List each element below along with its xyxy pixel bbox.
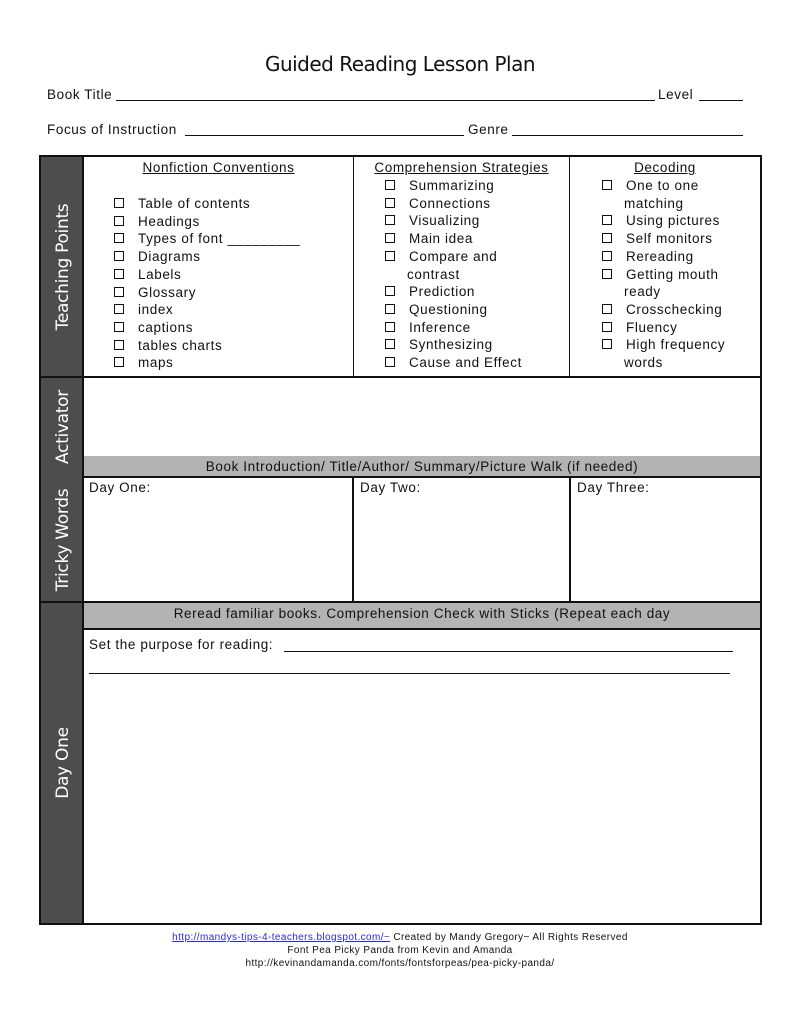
checklist-item[interactable]: index bbox=[114, 301, 173, 319]
checklist-item[interactable]: Cause and Effect bbox=[385, 354, 522, 372]
teaching-points-label: Teaching Points bbox=[52, 203, 73, 331]
purpose-line-2[interactable] bbox=[89, 673, 730, 674]
level-line[interactable] bbox=[699, 100, 743, 101]
genre-label: Genre bbox=[468, 122, 509, 137]
checklist-item[interactable]: Visualizing bbox=[385, 212, 480, 230]
checklist-item[interactable]: Questioning bbox=[385, 301, 488, 319]
tricky-words-sidebar bbox=[41, 477, 84, 602]
checklist-item[interactable]: Labels bbox=[114, 266, 181, 284]
day-one-sidebar bbox=[41, 602, 84, 923]
day-three-field[interactable]: Day Three: bbox=[577, 480, 650, 495]
checkbox-icon[interactable] bbox=[385, 180, 395, 190]
checklist-item[interactable]: Crosschecking bbox=[602, 301, 722, 319]
checklist-item-continuation: words bbox=[624, 355, 664, 370]
checklist-item-continuation: contrast bbox=[407, 266, 460, 282]
column-divider bbox=[569, 157, 570, 377]
decoding-header: Decoding bbox=[634, 160, 696, 175]
checklist-item[interactable]: Headings bbox=[114, 213, 200, 231]
divider bbox=[84, 476, 760, 478]
checkbox-icon[interactable] bbox=[385, 304, 395, 314]
checklist-item[interactable]: Diagrams bbox=[114, 248, 201, 266]
checkbox-icon[interactable] bbox=[602, 233, 612, 243]
checkbox-icon[interactable] bbox=[602, 180, 612, 190]
checklist-item[interactable]: Connections bbox=[385, 195, 491, 213]
checkbox-icon[interactable] bbox=[385, 339, 395, 349]
checklist-item[interactable]: maps bbox=[114, 354, 173, 372]
level-label: Level bbox=[658, 87, 694, 102]
blog-link[interactable]: http://mandys-tips-4-teachers.blogspot.com/~ bbox=[172, 932, 391, 943]
column-divider bbox=[569, 477, 571, 602]
checklist-item[interactable]: Main idea bbox=[385, 230, 473, 248]
footer-credit bbox=[0, 932, 800, 943]
checklist-item[interactable]: tables charts bbox=[114, 337, 222, 355]
credit-text: Created by Mandy Gregory~ All Rights Reserved bbox=[390, 932, 628, 943]
page-title: Guided Reading Lesson Plan bbox=[264, 52, 536, 76]
nonfiction-header: Nonfiction Conventions bbox=[142, 160, 295, 175]
footer-font-line: Font Pea Picky Panda from Kevin and Amanda bbox=[287, 945, 513, 956]
checkbox-icon[interactable] bbox=[114, 340, 124, 350]
checklist-item[interactable]: Using pictures bbox=[602, 212, 720, 230]
day-two-field[interactable]: Day Two: bbox=[360, 480, 421, 495]
checklist-item[interactable]: Getting mouth bbox=[602, 266, 719, 284]
column-divider bbox=[352, 477, 354, 602]
book-title-line[interactable] bbox=[116, 100, 655, 101]
reread-bar: Reread familiar books. Comprehension Check with Sticks (Repeat each day bbox=[84, 603, 760, 628]
checklist-item[interactable]: Summarizing bbox=[385, 177, 494, 195]
tricky-words-label: Tricky Words bbox=[52, 488, 73, 591]
activator-area[interactable] bbox=[84, 378, 760, 455]
checkbox-icon[interactable] bbox=[114, 287, 124, 297]
checklist-item[interactable]: captions bbox=[114, 319, 193, 337]
checklist-item-continuation: ready bbox=[624, 284, 661, 300]
activator-sidebar bbox=[41, 377, 84, 477]
checklist-item-continuation: matching bbox=[624, 195, 684, 211]
checkbox-icon[interactable] bbox=[385, 251, 395, 261]
genre-line[interactable] bbox=[512, 135, 743, 136]
checkbox-icon[interactable] bbox=[602, 269, 612, 279]
checkbox-icon[interactable] bbox=[114, 304, 124, 314]
checklist-item[interactable]: Types of font _________ bbox=[114, 230, 300, 248]
column-divider bbox=[353, 157, 354, 377]
teaching-points-sidebar bbox=[41, 157, 84, 377]
focus-line[interactable] bbox=[185, 135, 464, 136]
checklist-item[interactable]: Table of contents bbox=[114, 195, 250, 213]
book-title-label: Book Title bbox=[47, 87, 113, 102]
checkbox-icon[interactable] bbox=[385, 198, 395, 208]
checkbox-icon[interactable] bbox=[602, 251, 612, 261]
checklist-item[interactable]: Compare and bbox=[385, 248, 497, 266]
footer-font-url: http://kevinandamanda.com/fonts/fontsforpeas/pea-picky-panda/ bbox=[245, 958, 555, 969]
checkbox-icon[interactable] bbox=[114, 233, 124, 243]
focus-label: Focus of Instruction bbox=[47, 122, 177, 137]
comprehension-header: Comprehension Strategies bbox=[374, 160, 549, 175]
checklist-item[interactable]: Inference bbox=[385, 319, 471, 337]
divider bbox=[84, 628, 760, 630]
checkbox-icon[interactable] bbox=[602, 322, 612, 332]
checkbox-icon[interactable] bbox=[602, 304, 612, 314]
checklist-item[interactable]: Glossary bbox=[114, 284, 196, 302]
day-one-label: Day One bbox=[52, 726, 73, 799]
checklist-item[interactable]: High frequency bbox=[602, 336, 725, 354]
checkbox-icon[interactable] bbox=[114, 357, 124, 367]
checklist-item[interactable]: Synthesizing bbox=[385, 336, 493, 354]
purpose-line[interactable] bbox=[284, 651, 733, 652]
checklist-item[interactable]: Prediction bbox=[385, 283, 475, 301]
activator-label: Activator bbox=[52, 390, 73, 464]
checkbox-icon[interactable] bbox=[114, 216, 124, 226]
checkbox-icon[interactable] bbox=[385, 286, 395, 296]
checkbox-icon[interactable] bbox=[114, 198, 124, 208]
intro-bar: Book Introduction/ Title/Author/ Summary/Picture Walk (if needed) bbox=[84, 456, 760, 476]
day-one-field[interactable]: Day One: bbox=[89, 480, 151, 495]
checkbox-icon[interactable] bbox=[385, 357, 395, 367]
checkbox-icon[interactable] bbox=[114, 269, 124, 279]
checkbox-icon[interactable] bbox=[602, 215, 612, 225]
checkbox-icon[interactable] bbox=[385, 215, 395, 225]
checklist-item[interactable]: One to one bbox=[602, 177, 699, 195]
checklist-item[interactable]: Rereading bbox=[602, 248, 694, 266]
checkbox-icon[interactable] bbox=[114, 251, 124, 261]
checkbox-icon[interactable] bbox=[385, 322, 395, 332]
day-one-notes-area[interactable] bbox=[84, 680, 760, 922]
checkbox-icon[interactable] bbox=[385, 233, 395, 243]
checkbox-icon[interactable] bbox=[114, 322, 124, 332]
checkbox-icon[interactable] bbox=[602, 339, 612, 349]
checklist-item[interactable]: Self monitors bbox=[602, 230, 713, 248]
purpose-label: Set the purpose for reading: bbox=[89, 637, 274, 652]
checklist-item[interactable]: Fluency bbox=[602, 319, 677, 337]
